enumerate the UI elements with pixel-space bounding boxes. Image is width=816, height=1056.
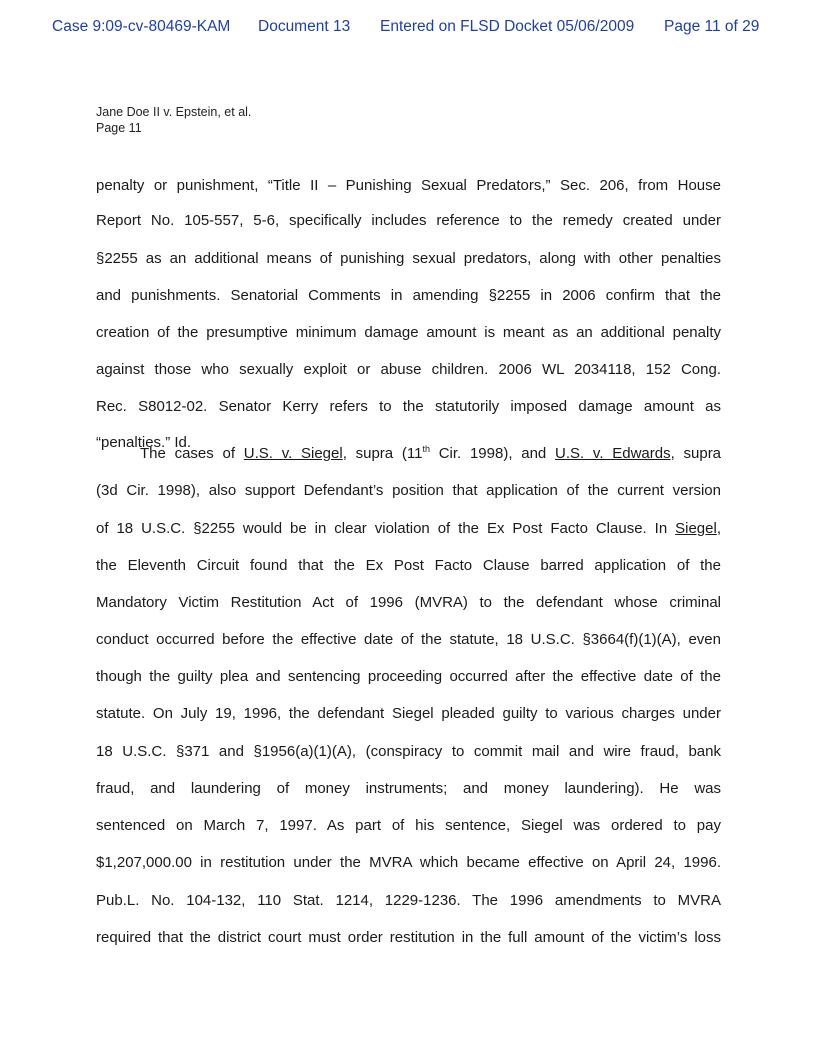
text-line [96,780,721,798]
text-segment: , [716,520,721,537]
text-line [96,398,721,416]
docket-page-number: Page 11 of 29 [664,18,760,35]
text-segment: required that the district court must order restitution in the full amount of the victim’s loss [96,929,721,946]
text-line [96,594,721,612]
superscript: th [422,444,430,454]
text-segment: The cases of [140,445,244,462]
text-segment: Report No. 105-557, 5-6, specifically includes reference to the remedy created under [96,212,721,229]
text-segment: 18 U.S.C. §371 and §1956(a)(1)(A), (conspiracy to commit mail and wire fraud, bank [96,743,721,760]
text-line [96,705,721,723]
caption-page: Page 11 [96,121,142,135]
text-segment: Cir. 1998), and [429,445,556,462]
text-line [96,631,721,649]
text-segment: fraud, and laundering of money instruments; and money laundering). He was [96,780,721,797]
text-line [96,520,721,538]
text-line [96,817,721,835]
text-segment: §2255 as an additional means of punishing sexual predators, along with other penalties [96,250,721,267]
text-segment: and punishments. Senatorial Comments in amending §2255 in 2006 confirm that the [96,287,721,304]
docket-case-number: Case 9:09-cv-80469-KAM [52,18,231,35]
text-segment: against those who sexually exploit or abuse children. 2006 WL 2034118, 152 Cong. [96,361,721,378]
text-segment: sentenced on March 7, 1997. As part of his sentence, Siegel was ordered to pay [96,817,721,834]
text-segment: though the guilty plea and sentencing proceeding occurred after the effective date of the [96,668,721,685]
text-segment: Rec. S8012-02. Senator Kerry refers to the statutorily imposed damage amount as [96,398,721,415]
text-segment: (3d Cir. 1998), also support Defendant’s position that application of the current version [96,482,721,499]
text-segment: “penalties.” Id. [96,434,192,451]
text-segment: Pub.L. No. 104-132, 110 Stat. 1214, 1229-1236. The 1996 amendments to MVRA [96,892,721,909]
text-line [96,482,721,500]
docket-document-number: Document 13 [258,18,351,35]
text-segment: conduct occurred before the effective date of the statute, 18 U.S.C. §3664(f)(1)(A), even [96,631,721,648]
text-segment: Mandatory Victim Restitution Act of 1996 (MVRA) to the defendant whose criminal [96,594,721,611]
text-line [140,445,721,463]
text-line [96,287,721,305]
text-line [96,324,721,342]
text-segment: , supra (11 [342,445,423,462]
text-line [96,854,721,872]
case-citation: U.S. v. Edwards [555,445,671,462]
text-segment: , supra [670,445,722,462]
text-segment: penalty or punishment, “Title II – Punishing Sexual Predators,” Sec. 206, from House [96,177,721,194]
docket-entered-date: Entered on FLSD Docket 05/06/2009 [380,18,635,35]
case-citation: Siegel [675,520,717,537]
text-line [96,250,721,268]
text-line [96,929,721,947]
text-segment: creation of the presumptive minimum damage amount is meant as an additional penalty [96,324,721,341]
text-segment: statute. On July 19, 1996, the defendant Siegel pleaded guilty to various charges under [96,705,721,722]
case-citation: U.S. v. Siegel [243,445,343,462]
text-line [96,212,721,230]
text-line [96,892,721,910]
text-line [96,668,721,686]
text-segment: $1,207,000.00 in restitution under the MVRA which became effective on April 24, 1996. [96,854,721,871]
text-segment: of 18 U.S.C. §2255 would be in clear violation of the Ex Post Facto Clause. In [96,520,676,537]
text-line [96,361,721,379]
caption-title: Jane Doe II v. Epstein, et al. [96,105,252,119]
text-line [96,177,721,195]
text-line [96,743,721,761]
text-segment: the Eleventh Circuit found that the Ex Post Facto Clause barred application of the [96,557,721,574]
text-line [96,557,721,575]
